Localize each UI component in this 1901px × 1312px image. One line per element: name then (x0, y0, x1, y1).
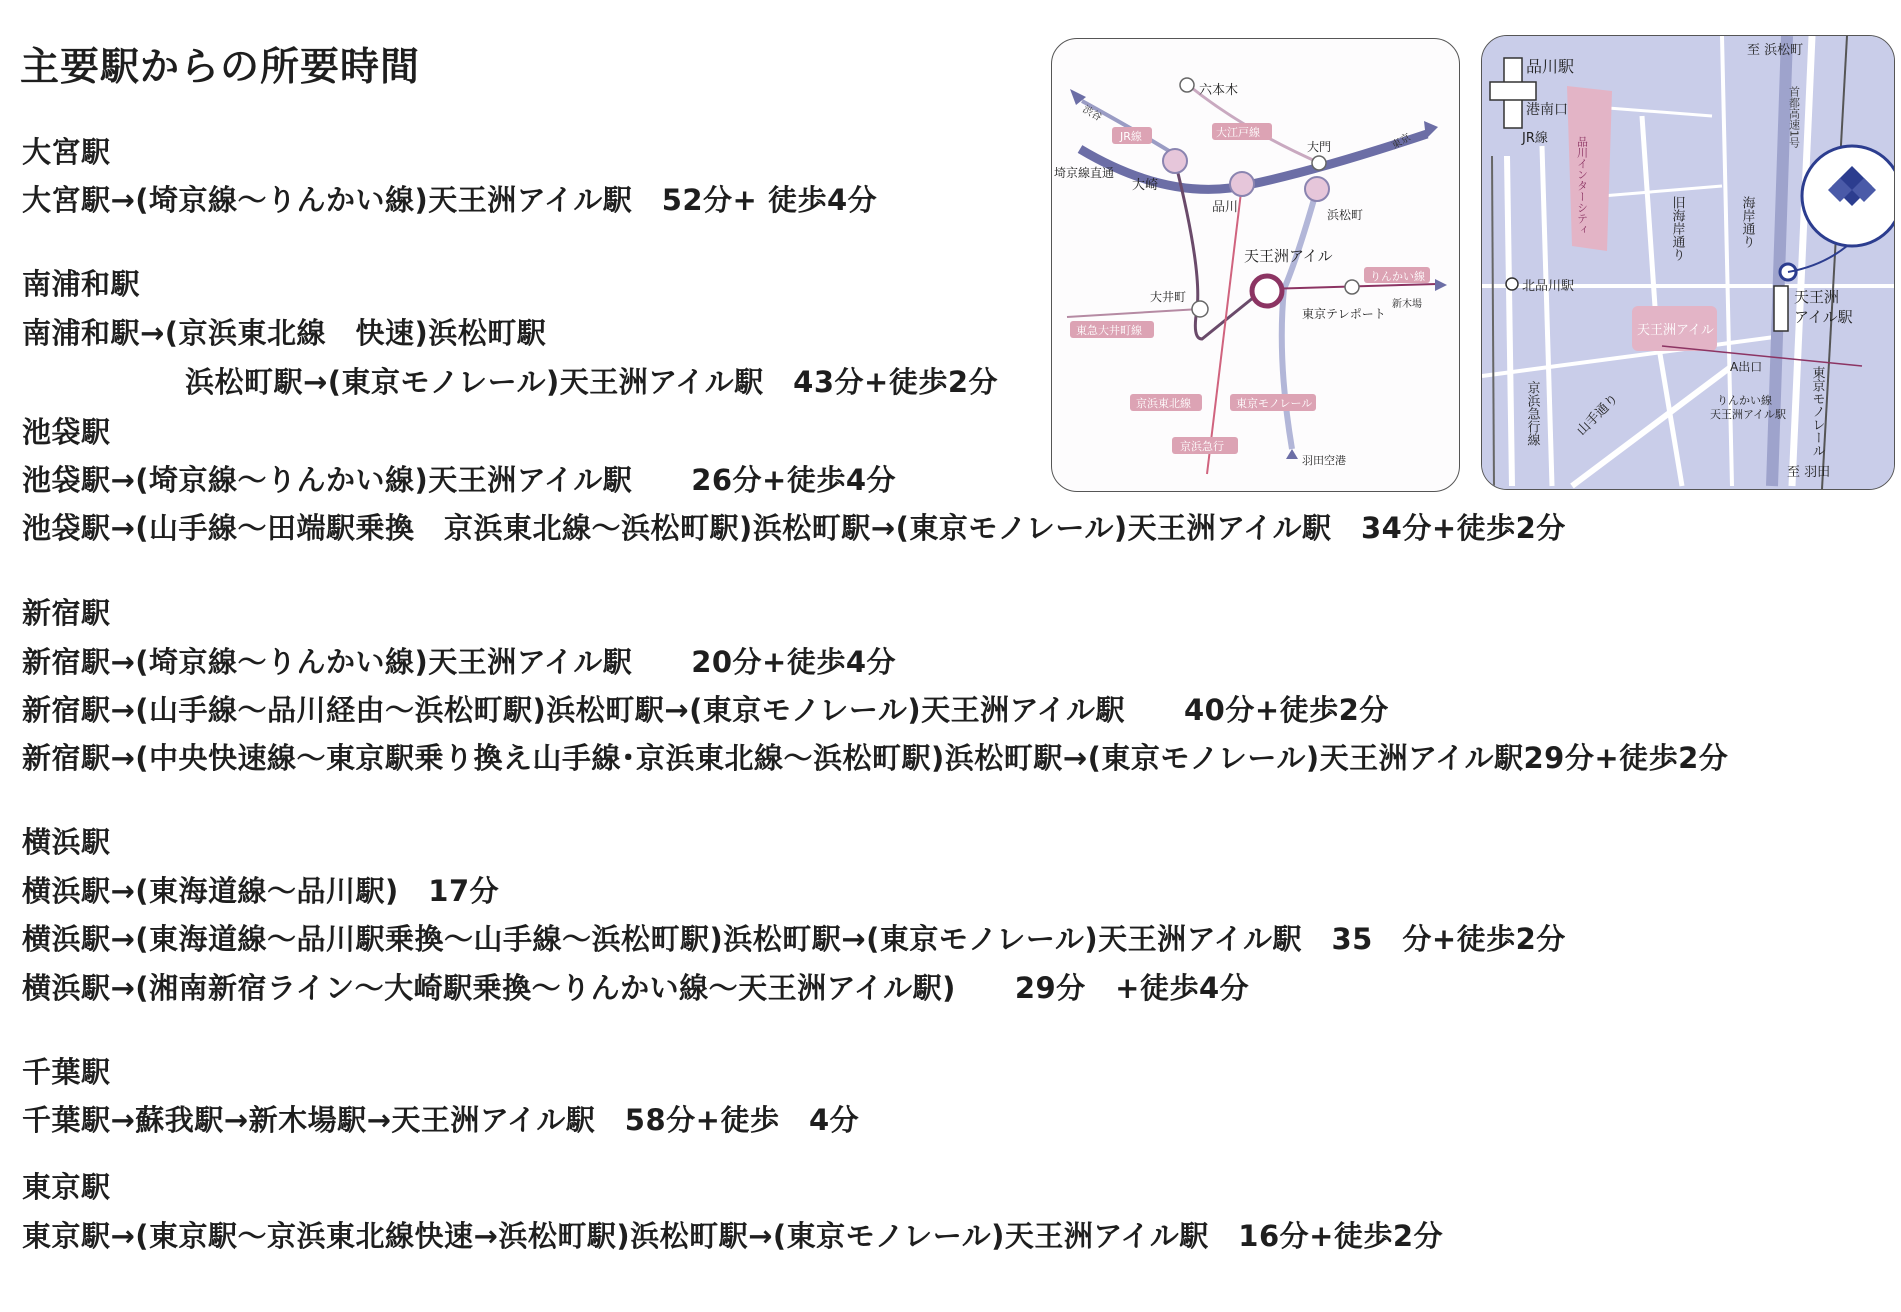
route-line: 横浜駅→(東海道線～品川駅乗換～山手線～浜松町駅)浜松町駅→(東京モノレール)天王洲アイル駅 35 分+徒歩2分 (22, 922, 1566, 956)
label-teleport: 東京テレポート (1302, 307, 1386, 321)
arrow-tokyo (1424, 121, 1438, 139)
label-shinkiba: 新木場 (1392, 299, 1422, 310)
label-monorail: 東京モノレール (1809, 366, 1825, 457)
label-monorail: 東京モノレール (1236, 397, 1313, 410)
label-shinagawa-station: 品川駅 (1526, 57, 1575, 76)
label-roppongi: 六本木 (1199, 83, 1239, 98)
label-tennozu-isle: 天王洲アイル (1637, 323, 1714, 338)
label-jr: JR線 (1522, 131, 1548, 146)
section-heading-shinjuku: 新宿駅 (22, 596, 111, 630)
tennozu-station-mark (1774, 286, 1788, 331)
route-line: 東京駅→(東京駅～京浜東北線快速→浜松町駅)浜松町駅→(東京モノレール)天王洲アイル駅 16分+徒歩2分 (22, 1219, 1444, 1253)
label-intercity: 品川インターシティ (1575, 136, 1589, 235)
hamamatsucho-station (1305, 177, 1329, 201)
label-shibuya: 渋谷 (1080, 104, 1104, 124)
teleport-station (1345, 280, 1359, 294)
intercity-block (1567, 86, 1612, 251)
label-kitashinagawa: 北品川駅 (1522, 279, 1575, 294)
label-keihin: 京浜東北線 (1136, 397, 1191, 410)
label-keikyu: 京浜急行線 (1524, 381, 1540, 446)
route-line: 新宿駅→(埼京線～りんかい線)天王洲アイル駅 20分+徒歩4分 (22, 645, 897, 679)
label-kyu-kaigan: 旧海岸通り (1669, 196, 1685, 261)
label-tennozu-station-1: 天王洲 (1794, 288, 1840, 306)
roppongi-station (1180, 78, 1194, 92)
tennozu-station (1252, 276, 1282, 306)
label-konan: 港南口 (1526, 102, 1568, 118)
label-yamate: 山手通り (1574, 391, 1622, 439)
route-line: 池袋駅→(埼京線～りんかい線)天王洲アイル駅 26分+徒歩4分 (22, 463, 897, 497)
page-title: 主要駅からの所要時間 (20, 45, 421, 90)
section-heading-tokyo: 東京駅 (22, 1170, 111, 1204)
ooimachi-station (1192, 301, 1208, 317)
section-heading-yokohama: 横浜駅 (22, 825, 111, 859)
label-keikyu: 京浜急行 (1180, 440, 1224, 453)
label-tennozu-station-2: アイル駅 (1794, 308, 1853, 326)
route-line: 新宿駅→(中央快速線～東京駅乗り換え山手線･京浜東北線～浜松町駅)浜松町駅→(東京モノレール)天王洲アイル駅29分+徒歩2分 (22, 741, 1729, 775)
route-line: 南浦和駅→(京浜東北線 快速)浜松町駅 (22, 316, 547, 350)
label-ooimachi: 大井町 (1150, 290, 1187, 304)
label-hamamatsucho: 浜松町 (1327, 208, 1364, 222)
label-to-haneda: 至 羽田 (1787, 465, 1831, 480)
label-daimon: 大門 (1307, 140, 1332, 154)
arrow-haneda (1286, 449, 1298, 459)
label-kaigan: 海岸通り (1739, 196, 1755, 248)
label-a-exit: A出口 (1730, 360, 1763, 374)
label-tokyu: 東急大井町線 (1076, 324, 1142, 337)
label-haneda: 羽田空港 (1302, 454, 1346, 467)
route-line: 新宿駅→(山手線～品川経由～浜松町駅)浜松町駅→(東京モノレール)天王洲アイル駅 40分+徒歩2分 (22, 693, 1389, 727)
area-street-map (1481, 35, 1895, 490)
railway-route-map (1051, 38, 1460, 492)
section-heading-minami-urawa: 南浦和駅 (22, 267, 141, 301)
route-line: 横浜駅→(東海道線～品川駅) 17分 (22, 874, 500, 908)
osaki-station (1163, 149, 1187, 173)
label-osaki: 大崎 (1132, 178, 1159, 193)
arrow-shinkiba (1435, 279, 1447, 291)
label-saikyo: 埼京線直通 (1054, 166, 1115, 180)
section-heading-ikebukuro: 池袋駅 (22, 415, 111, 449)
daimon-station (1312, 156, 1326, 170)
route-line: 浜松町駅→(東京モノレール)天王洲アイル駅 43分+徒歩2分 (185, 365, 999, 399)
route-line: 千葉駅→蘇我駅→新木場駅→天王洲アイル駅 58分+徒歩 4分 (22, 1103, 860, 1137)
shinagawa-station (1230, 172, 1254, 196)
label-rinkai-2: 天王洲アイル駅 (1710, 408, 1787, 421)
label-shinagawa: 品川 (1212, 200, 1239, 215)
section-heading-omiya: 大宮駅 (22, 135, 111, 169)
label-rinkai: りんかい線 (1370, 270, 1425, 283)
route-line: 池袋駅→(山手線～田端駅乗換 京浜東北線～浜松町駅)浜松町駅→(東京モノレール)天王洲アイル駅 34分+徒歩2分 (22, 511, 1566, 545)
kitashinagawa-station-mark (1506, 278, 1518, 290)
label-ooedo: 大江戸線 (1216, 126, 1260, 139)
label-tokyo: 東京 (1390, 132, 1413, 152)
label-tennozu: 天王洲アイル (1244, 247, 1333, 265)
route-line: 横浜駅→(湘南新宿ライン～大崎駅乗換～りんかい線～天王洲アイル駅) 29分 +徒歩4分 (22, 971, 1250, 1005)
label-jr: JR線 (1120, 130, 1142, 143)
section-heading-chiba: 千葉駅 (22, 1055, 111, 1089)
label-rinkai-1: りんかい線 (1717, 394, 1772, 407)
route-line: 大宮駅→(埼京線～りんかい線)天王洲アイル駅 52分+ 徒歩4分 (22, 183, 878, 217)
label-expressway: 首都高速1号 (1787, 86, 1801, 148)
label-to-hamamatsucho: 至 浜松町 (1747, 43, 1804, 58)
tokyu-line (1067, 309, 1200, 317)
